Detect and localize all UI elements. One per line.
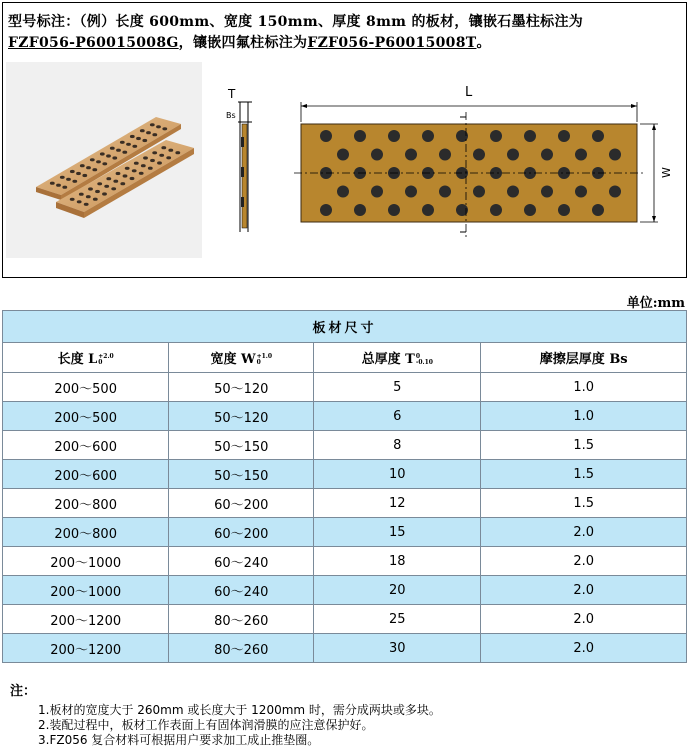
solid-lubricant-plug <box>592 204 604 216</box>
photo-plug <box>84 203 89 206</box>
friction-layer-cell: 1.5 <box>481 489 687 518</box>
photo-plug <box>102 162 107 165</box>
table-row <box>3 489 687 518</box>
solid-lubricant-plug <box>354 130 366 142</box>
solid-lubricant-plug <box>405 186 417 198</box>
photo-plug <box>175 151 180 154</box>
intro-mid: ，镶嵌四氟柱标注为 <box>178 35 308 51</box>
photo-plug <box>148 167 153 170</box>
solid-lubricant-plug <box>490 130 502 142</box>
photo-plug <box>161 146 166 149</box>
photo-plug <box>143 156 148 159</box>
photo-plug <box>141 164 146 167</box>
solid-lubricant-plug <box>490 204 502 216</box>
width-cell: 60～240 <box>169 547 314 576</box>
photo-plug <box>146 131 151 134</box>
solid-lubricant-plug <box>388 130 400 142</box>
thickness-cell: 12 <box>314 489 481 518</box>
model-example-text <box>8 12 680 54</box>
solid-lubricant-plug <box>405 149 417 161</box>
photo-plug <box>150 159 155 162</box>
photo-plug <box>136 137 141 140</box>
photo-plug <box>80 164 85 167</box>
width-cell: 50～120 <box>169 373 314 402</box>
solid-lubricant-plug <box>541 149 553 161</box>
solid-lubricant-plug <box>507 149 519 161</box>
friction-layer-cell: 1.5 <box>481 460 687 489</box>
friction-layer-cell: 1.5 <box>481 431 687 460</box>
width-cell: 60～240 <box>169 576 314 605</box>
length-cell: 200～1000 <box>3 547 169 576</box>
photo-plug <box>122 151 127 154</box>
header-friction-layer: 摩擦层厚度 Bs <box>481 343 687 373</box>
solid-lubricant-plug <box>320 204 332 216</box>
thickness-cell: 20 <box>314 576 481 605</box>
solid-lubricant-plug <box>592 130 604 142</box>
photo-plug <box>86 166 91 169</box>
photo-plug <box>130 135 135 138</box>
photo-plug <box>123 174 128 177</box>
thickness-cell: 5 <box>314 373 481 402</box>
intro-end: 。 <box>476 35 491 51</box>
photo-plug <box>62 186 67 189</box>
friction-layer-cell: 2.0 <box>481 634 687 663</box>
photo-plug <box>140 129 145 132</box>
photo-plug <box>130 177 135 180</box>
table-row <box>3 576 687 605</box>
table-row <box>3 402 687 431</box>
photo-plug <box>95 190 100 193</box>
photo-plug <box>120 182 125 185</box>
thickness-cell: 30 <box>314 634 481 663</box>
friction-layer-cell: 1.0 <box>481 373 687 402</box>
width-cell: 50～120 <box>169 402 314 431</box>
solid-lubricant-plug <box>558 130 570 142</box>
friction-layer-cell: 1.0 <box>481 402 687 431</box>
photo-plug <box>132 145 137 148</box>
length-cell: 200～600 <box>3 431 169 460</box>
photo-plug <box>168 149 173 152</box>
label-L: L <box>465 85 473 100</box>
photo-plug <box>132 169 137 172</box>
photo-plug <box>120 141 125 144</box>
length-cell: 200～1000 <box>3 576 169 605</box>
solid-lubricant-plug <box>507 186 519 198</box>
photo-plug <box>72 180 77 183</box>
label-Bs: Bs <box>226 111 236 120</box>
side-view-drawing <box>222 82 262 242</box>
code-graphite: FZF056-P60015008G <box>8 35 179 51</box>
width-cell: 60～200 <box>169 518 314 547</box>
solid-lubricant-plug <box>371 186 383 198</box>
photo-plug <box>113 180 118 183</box>
notes-section <box>10 680 441 748</box>
solid-lubricant-plug <box>371 149 383 161</box>
notes-title: 注： <box>10 684 37 699</box>
photo-plug <box>56 184 61 187</box>
photo-plug <box>116 149 121 152</box>
thickness-cell: 15 <box>314 518 481 547</box>
solid-lubricant-plug <box>422 130 434 142</box>
table-row <box>3 373 687 402</box>
code-ptfe: FZF056-P60015008T <box>307 35 477 51</box>
photo-plug <box>79 193 84 196</box>
table-row <box>3 605 687 634</box>
thickness-cell: 8 <box>314 431 481 460</box>
header-total-thickness: 总厚度 T0 -0.10 <box>314 343 481 373</box>
photo-plug <box>86 195 91 198</box>
thickness-cell: 6 <box>314 402 481 431</box>
photo-plug <box>152 151 157 154</box>
length-cell: 200～1200 <box>3 634 169 663</box>
photo-plug <box>134 162 139 165</box>
length-cell: 200～1200 <box>3 605 169 634</box>
solid-lubricant-plug <box>473 149 485 161</box>
solid-lubricant-plug <box>609 149 621 161</box>
product-photo <box>6 62 202 258</box>
table-title: 板材尺寸 <box>3 311 687 343</box>
length-cell: 200～500 <box>3 402 169 431</box>
note-item: 3.FZ056 复合材料可根据用户要求加工成止推垫圈。 <box>38 733 320 747</box>
table-row <box>3 547 687 576</box>
photo-plug <box>139 172 144 175</box>
solid-lubricant-plug <box>320 130 332 142</box>
photo-plug <box>126 143 131 146</box>
thickness-cell: 18 <box>314 547 481 576</box>
width-cell: 80～260 <box>169 605 314 634</box>
note-item: 2.装配过程中，板材工作表面上有固体润滑膜的应注意保护好。 <box>38 718 374 732</box>
friction-layer-cell: 2.0 <box>481 576 687 605</box>
solid-lubricant-plug <box>524 204 536 216</box>
friction-layer-cell: 2.0 <box>481 518 687 547</box>
intro-line1: 型号标注：（例）长度 600mm、宽度 150mm、厚度 8mm 的板材，镶嵌石墨柱标注为 <box>8 14 584 30</box>
solid-lubricant-plug <box>439 186 451 198</box>
photo-plug <box>76 172 81 175</box>
solid-lubricant-plug <box>575 186 587 198</box>
photo-plug <box>112 156 117 159</box>
photo-plug <box>82 174 87 177</box>
length-cell: 200～800 <box>3 489 169 518</box>
photo-plug <box>66 178 71 181</box>
photo-plug <box>60 176 65 179</box>
photo-plug <box>162 127 167 130</box>
photo-plug <box>106 177 111 180</box>
solid-lubricant-plug <box>337 186 349 198</box>
solid-lubricant-plug <box>575 149 587 161</box>
header-width: 宽度 W+1.0 0 <box>169 343 314 373</box>
photo-plug <box>97 182 102 185</box>
photo-plug <box>70 170 75 173</box>
photo-plug <box>150 123 155 126</box>
solid-lubricant-plug <box>473 186 485 198</box>
photo-plug <box>96 160 101 163</box>
table-header-row <box>3 343 687 373</box>
thickness-cell: 25 <box>314 605 481 634</box>
photo-plug <box>100 152 105 155</box>
width-cell: 80～260 <box>169 634 314 663</box>
photo-plug <box>88 187 93 190</box>
solid-lubricant-plug <box>524 130 536 142</box>
length-cell: 200～800 <box>3 518 169 547</box>
solid-lubricant-plug <box>354 204 366 216</box>
note-item: 1.板材的宽度大于 260mm 或长度大于 1200mm 时，需分成两块或多块。 <box>38 703 441 717</box>
table-row <box>3 518 687 547</box>
solid-lubricant-plug <box>422 204 434 216</box>
solid-lubricant-plug <box>609 186 621 198</box>
solid-lubricant-plug <box>337 149 349 161</box>
photo-plug <box>50 182 55 185</box>
thickness-cell: 10 <box>314 460 481 489</box>
photo-plug <box>70 198 75 201</box>
plate-top-view-drawing <box>290 82 680 246</box>
width-cell: 50～150 <box>169 431 314 460</box>
friction-layer-cell: 2.0 <box>481 547 687 576</box>
photo-plug <box>157 161 162 164</box>
solid-lubricant-plug <box>541 186 553 198</box>
photo-plug <box>106 154 111 157</box>
photo-plug <box>102 192 107 195</box>
width-cell: 50～150 <box>169 460 314 489</box>
photo-plug <box>77 200 82 203</box>
photo-plug <box>156 125 161 128</box>
header-length: 长度 L+2.0 0 <box>3 343 169 373</box>
table-row <box>3 634 687 663</box>
photo-plug <box>110 147 115 150</box>
friction-layer-cell: 2.0 <box>481 605 687 634</box>
photo-plug <box>116 172 121 175</box>
photo-plug <box>90 158 95 161</box>
photo-plug <box>142 139 147 142</box>
photo-plug <box>159 154 164 157</box>
photo-plug <box>125 167 130 170</box>
width-cell: 60～200 <box>169 489 314 518</box>
length-cell: 200～500 <box>3 373 169 402</box>
solid-lubricant-plug <box>388 204 400 216</box>
photo-plug <box>166 156 171 159</box>
photo-plug <box>93 198 98 201</box>
table-row <box>3 431 687 460</box>
photo-plug <box>92 168 97 171</box>
photo-plug <box>104 185 109 188</box>
label-W: W <box>660 167 673 178</box>
table-row <box>3 460 687 489</box>
plate-size-table <box>2 310 687 663</box>
photo-plug <box>152 133 157 136</box>
solid-lubricant-plug <box>439 149 451 161</box>
length-cell: 200～600 <box>3 460 169 489</box>
label-T: T <box>228 87 236 101</box>
photo-plug <box>111 187 116 190</box>
solid-lubricant-plug <box>558 204 570 216</box>
unit-label: 单位:mm <box>626 296 685 311</box>
